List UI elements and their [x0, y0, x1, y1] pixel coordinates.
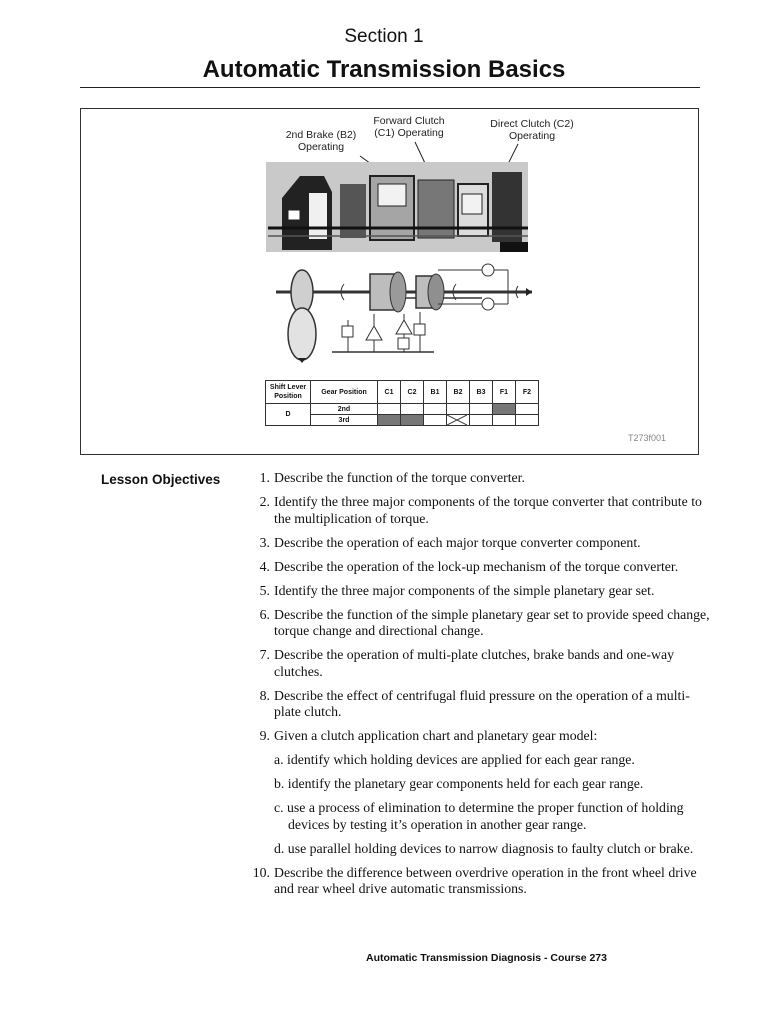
crossed-cell-mark	[447, 415, 467, 425]
objectives-list	[250, 470, 710, 905]
cell-2nd-f1	[493, 404, 516, 415]
objective-text: Describe the operation of each major torque converter component.	[274, 534, 641, 550]
section-label: Section 1	[344, 26, 424, 47]
objective-text: Describe the function of the torque converter.	[274, 470, 525, 485]
objective-sub-item: b. identify the planetary gear components held for each gear range.	[274, 776, 644, 791]
cell-3rd-b1	[424, 415, 447, 426]
lesson-objectives-heading: Lesson Objectives	[101, 472, 221, 487]
objective-item	[250, 647, 710, 680]
cell-3rd-b2	[447, 415, 470, 426]
objective-number: 1.	[259, 470, 270, 485]
objective-text: Describe the operation of the lock-up mechanism of the torque converter.	[274, 558, 679, 574]
transmission-cutaway-illustration	[260, 100, 580, 260]
objective-text: Identify the three major components of the simple planetary gear set.	[274, 582, 655, 598]
header-f1: F1	[493, 381, 516, 404]
clutch-application-table	[265, 380, 539, 426]
lever-position-d: D	[266, 404, 311, 426]
gear-row-3rd: 3rd	[311, 415, 378, 426]
cell-3rd-b3	[470, 415, 493, 426]
header-b1: B1	[424, 381, 447, 404]
objective-number: 4.	[259, 558, 270, 574]
objective-item	[250, 865, 710, 898]
cell-3rd-c2	[401, 415, 424, 426]
header-b2: B2	[447, 381, 470, 404]
cell-2nd-c1	[378, 404, 401, 415]
figure-code: T273f001	[628, 433, 667, 443]
objective-text: Describe the difference between overdrive operation in the front wheel drive and rear wheel drive automatic transmissions.	[274, 864, 697, 896]
objective-number: 7.	[259, 647, 270, 662]
objective-item	[250, 535, 710, 552]
objective-item	[250, 728, 710, 857]
header-f2: F2	[516, 381, 539, 404]
objective-number: 10.	[252, 864, 270, 880]
objective-item	[250, 583, 710, 600]
cell-2nd-b2	[447, 404, 470, 415]
objective-item	[250, 470, 710, 487]
cell-3rd-f1	[493, 415, 516, 426]
objective-number: 8.	[259, 687, 270, 703]
objective-item	[250, 688, 710, 721]
objective-item	[250, 607, 710, 640]
callout-forward-clutch: Forward Clutch (C1) Operating	[373, 115, 445, 139]
callout-2nd-brake: 2nd Brake (B2) Operating	[285, 129, 357, 153]
header-gear-position: Gear Position	[311, 381, 378, 404]
objective-text: Describe the effect of centrifugal fluid pressure on the operation of a multi-plate clutch.	[274, 687, 690, 719]
objective-text: Describe the function of the simple planetary gear set to provide speed change, torque change and directional change.	[274, 606, 710, 638]
objective-number: 3.	[259, 534, 270, 550]
header-b3: B3	[470, 381, 493, 404]
objective-sub-item: c. use a process of elimination to determine the proper function of holding devices by testing it’s operation in another gear range.	[274, 800, 684, 832]
objective-number: 9.	[259, 728, 270, 743]
planetary-gear-model	[270, 262, 550, 374]
header-shift-lever: Shift Lever Position	[266, 381, 311, 404]
objective-number: 6.	[259, 606, 270, 622]
cell-3rd-c1	[378, 415, 401, 426]
title-rule	[80, 87, 700, 88]
objective-text: Given a clutch application chart and planetary gear model:	[274, 728, 598, 743]
cell-2nd-c2	[401, 404, 424, 415]
objective-text: Identify the three major components of the torque converter that contribute to the multiplication of torque.	[274, 494, 702, 526]
cell-2nd-b3	[470, 404, 493, 415]
cell-3rd-f2	[516, 415, 539, 426]
page-title: Automatic Transmission Basics	[202, 56, 566, 83]
header-c2: C2	[401, 381, 424, 404]
gear-row-2nd: 2nd	[311, 404, 378, 415]
cell-2nd-f2	[516, 404, 539, 415]
objective-text: Describe the operation of multi-plate clutches, brake bands and one-way clutches.	[274, 647, 674, 679]
objective-number: 2.	[259, 494, 270, 509]
objective-item	[250, 494, 710, 527]
objective-item	[250, 559, 710, 576]
cell-2nd-b1	[424, 404, 447, 415]
callout-direct-clutch: Direct Clutch (C2) Operating	[490, 118, 574, 142]
course-footer: Automatic Transmission Diagnosis - Course 273	[366, 952, 607, 964]
objective-number: 5.	[259, 582, 270, 598]
header-c1: C1	[378, 381, 401, 404]
objective-sub-item: d. use parallel holding devices to narrow diagnosis to faulty clutch or brake.	[274, 840, 694, 856]
objective-sub-item: a. identify which holding devices are applied for each gear range.	[274, 752, 635, 767]
